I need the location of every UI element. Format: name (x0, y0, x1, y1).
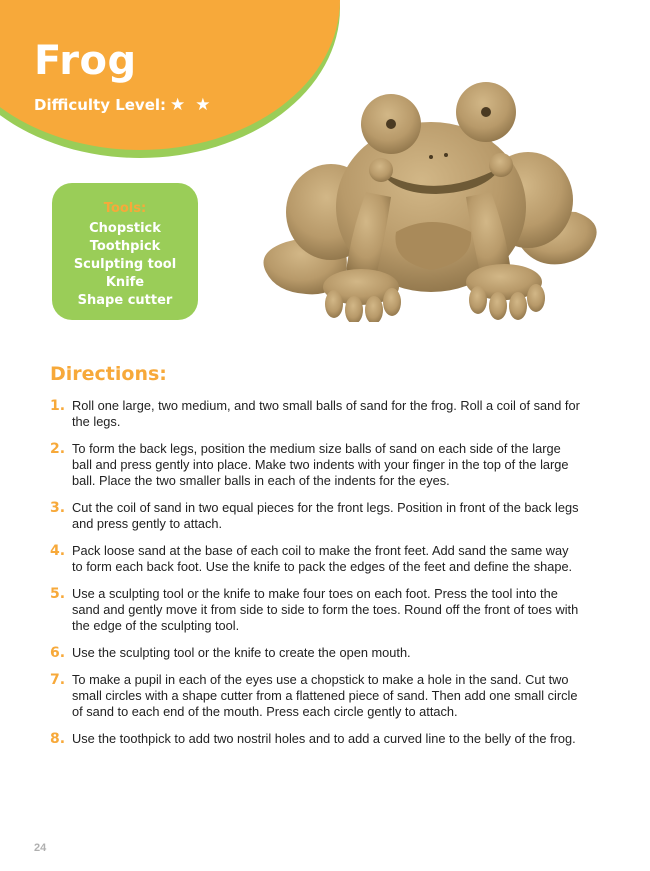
sand-frog-image (256, 82, 604, 322)
page-title: Frog (34, 38, 137, 84)
direction-step (50, 398, 580, 430)
step-text: To form the back legs, position the medium size balls of sand on each side of the large ball and press gently into place. Make two indents with your finger in the top of the large ball. Place the two smaller balls in each of the indents for the eyes. (72, 441, 569, 488)
step-number: 5. (50, 586, 66, 602)
step-number: 7. (50, 672, 66, 688)
direction-step (50, 500, 580, 532)
difficulty-stars: ★ ★ (170, 95, 213, 115)
step-text: Use the toothpick to add two nostril holes and to add a curved line to the belly of the frog. (72, 731, 576, 746)
step-number: 2. (50, 441, 66, 457)
directions-title: Directions: (50, 363, 167, 385)
tools-title: Tools: (103, 201, 147, 216)
tool-item: Sculpting tool (73, 257, 177, 272)
tools-list (52, 220, 198, 310)
directions-list (50, 398, 580, 758)
step-number: 4. (50, 543, 66, 559)
step-text: Use the sculpting tool or the knife to create the open mouth. (72, 645, 411, 660)
difficulty-label: Difficulty Level: (34, 96, 167, 114)
step-number: 1. (50, 398, 66, 414)
difficulty-level (34, 95, 212, 115)
direction-step (50, 586, 580, 634)
tool-item: Chopstick (89, 221, 161, 236)
tools-box (52, 183, 198, 320)
direction-step (50, 543, 580, 575)
step-text: To make a pupil in each of the eyes use a chopstick to make a hole in the sand. Cut two small circles with a shape cutter from a flattened piece of sand. Then add one small circle of sand to each end of the mouth. Press each circle gently to attach. (72, 672, 578, 719)
direction-step (50, 731, 580, 747)
step-number: 8. (50, 731, 66, 747)
step-text: Use a sculpting tool or the knife to make four toes on each foot. Press the tool into the sand and gently move it from side to side to form the toes. Round off the front of toes with the edge of the sculpting tool. (72, 586, 579, 633)
tool-item: Shape cutter (77, 293, 173, 308)
page-number: 24 (34, 842, 47, 854)
direction-step (50, 441, 580, 489)
step-number: 3. (50, 500, 66, 516)
direction-step (50, 672, 580, 720)
tool-item: Toothpick (89, 239, 161, 254)
step-number: 6. (50, 645, 66, 661)
direction-step (50, 645, 580, 661)
step-text: Roll one large, two medium, and two small balls of sand for the frog. Roll a coil of sand for the legs. (72, 398, 580, 429)
step-text: Cut the coil of sand in two equal pieces for the front legs. Position in front of the back legs and press gently to attach. (72, 500, 579, 531)
tool-item: Knife (105, 275, 145, 290)
step-text: Pack loose sand at the base of each coil to make the front feet. Add sand the same way to form each back foot. Use the knife to pack the edges of the feet and define the shape. (72, 543, 573, 574)
